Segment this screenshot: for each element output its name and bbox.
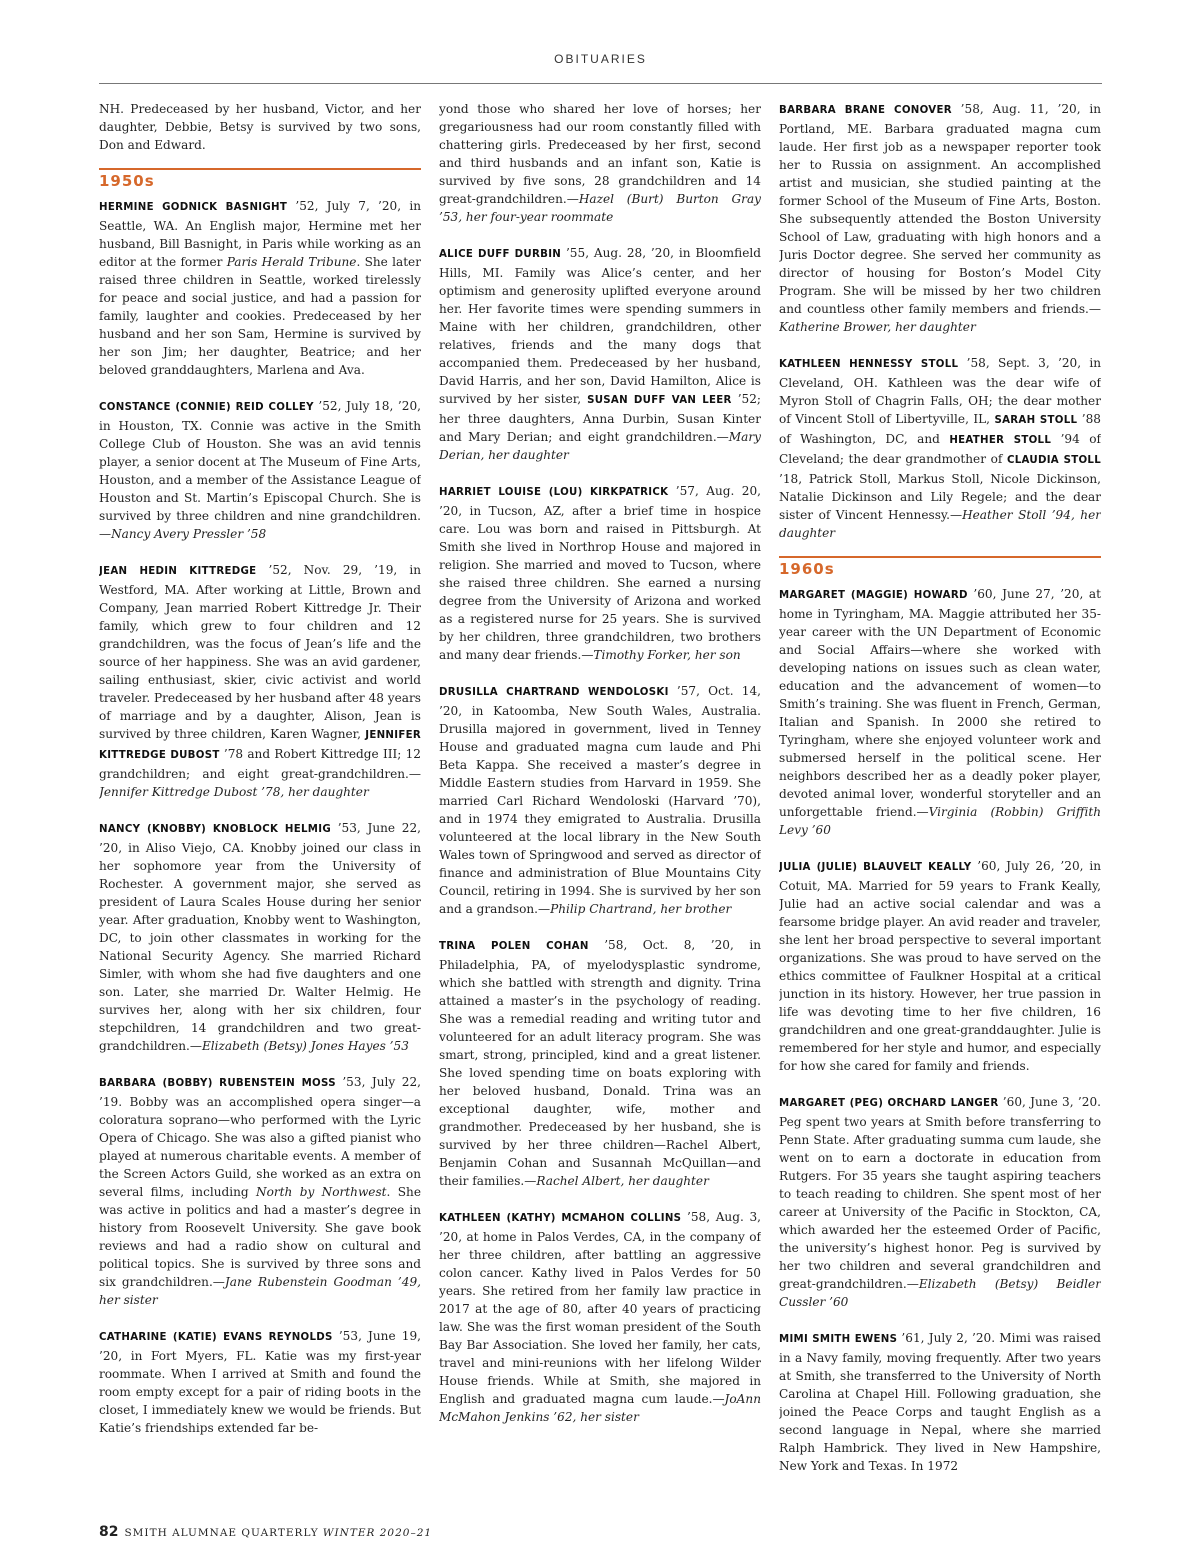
obituary-signature: Heather Stoll ’94, her daughter [779,508,1101,540]
obituary-entry: MIMI SMITH EWENS ’61, July 2, ’20. Mimi was raised in a Navy family, moving frequently. After two years at Smith, she transferred to the University of North Carolina at Chapel Hill. Following graduation, she joined the Peace Corps and taught English as a second language in Nepal, where she married Ralph Hambrick. They lived in New Hampshire, New York and Texas. In 1972 [779,1331,1101,1473]
column-1 [99,100,421,1490]
obituary-name: TRINA POLEN COHAN [439,941,589,952]
obituary-name: ALICE DUFF DURBIN [439,249,562,260]
issue-label: WINTER 2020–21 [322,1527,433,1539]
obituary-entry: KATHLEEN HENNESSY STOLL ’58, Sept. 3, ’20, in Cleveland, OH. Kathleen was the dear wife of Myron Stoll of Chagrin Falls, OH; the dear mother of Vincent Stoll of Libertyville, IL, SARAH STOLL ’88 of Washington, DC, and HEATHER STOLL ’94 of Cleveland; the dear grandmother of CLAUDIA STOLL ’18, Patrick Stoll, Markus Stoll, Nicole Dickinson, Natalie Dickinson and Lily Regele; and the dear sister of Vincent Hennessy.—Heather Stoll ’94, her daughter [779,356,1101,540]
obituary-name: CLAUDIA STOLL [1006,455,1101,466]
obituary-signature: Philip Chartrand, her brother [550,902,732,916]
obituary-signature: Jane Rubenstein Goodman ’49, her sister [99,1275,421,1307]
obituary-name: HERMINE GODNICK BASNIGHT [99,202,288,213]
obituary-signature: Timothy Forker, her son [593,648,741,662]
page-footer [99,1524,599,1540]
obituary-name: MARGARET (PEG) ORCHARD LANGER [779,1098,999,1109]
obituary-name: JULIA (JULIE) BLAUVELT KEALLY [779,862,972,873]
obituary-name: JENNIFER KITTREDGE DUBOST [99,730,421,761]
obituary-continued: NH. Predeceased by her husband, Victor, and her daughter, Debbie, Betsy is survived by two sons, Don and Edward. [99,102,421,152]
obituary-signature: Virginia (Robbin) Griffith Levy ’60 [779,805,1101,837]
obituary-signature: Katherine Brower, her daughter [779,320,976,334]
obituary-entry: KATHLEEN (KATHY) MCMAHON COLLINS ’58, Aug. 3, ’20, at home in Palos Verdes, CA, in the company of her three children, after battling an aggressive colon cancer. Kathy lived in Palos Verdes for 50 years. She retired from her family law practice in 2017 at the age of 80, after 40 years of practicing law. She was the first woman president of the South Bay Bar Association. She loved her family, her cats, travel and mini-reunions with her lifelong Wilder House friends. While at Smith, she majored in English and graduated magna cum laude.—JoAnn McMahon Jenkins ’62, her sister [439,1210,761,1424]
obituary-entry: MARGARET (MAGGIE) HOWARD ’60, June 27, ’20, at home in Tyringham, MA. Maggie attributed her 35-year career with the UN Department of Economic and Social Affairs—where she worked with developing nations on issues such as clean water, education and the advancement of women—to Smith’s training. She was fluent in French, German, Italian and Spanish. In 2000 she retired to Tyringham, where she enjoyed volunteer work and submersed herself in the political scene. Her neighbors described her as a deadly poker player, devoted animal lover, wonderful storyteller and an unforgettable friend.—Virginia (Robbin) Griffith Levy ’60 [779,587,1101,837]
obituary-name: KATHLEEN (KATHY) MCMAHON COLLINS [439,1213,682,1224]
obituary-signature: JoAnn McMahon Jenkins ’62, her sister [439,1392,761,1424]
obituary-entry: HERMINE GODNICK BASNIGHT ’52, July 7, ’20, in Seattle, WA. An English major, Hermine met her husband, Bill Basnight, in Paris while working as an editor at the former Paris Herald Tribune. She later raised three children in Seattle, worked tirelessly for peace and social justice, and had a passion for family, laughter and cookies. Predeceased by her husband and her son Sam, Hermine is survived by her son Jim; her daughter, Beatrice; and her beloved granddaughters, Marlena and Ava. [99,199,421,377]
section-header: OBITUARIES [554,52,647,66]
obituary-entry: CATHARINE (KATIE) EVANS REYNOLDS ’53, June 19, ’20, in Fort Myers, FL. Katie was my first-year roommate. When I arrived at Smith and found the room empty except for a pair of riding boots in the closet, I immediately knew we would be friends. But Katie’s friendships extended far be- [99,1329,421,1435]
obituary-name: CATHARINE (KATIE) EVANS REYNOLDS [99,1332,333,1343]
obituary-entry: NANCY (KNOBBY) KNOBLOCK HELMIG ’53, June 22, ’20, in Aliso Viejo, CA. Knobby joined our class in her sophomore year from the University of Rochester. A government major, she served as president of Laura Scales House during her senior year. After graduation, Knobby went to Washington, DC, to join other classmates in working for the National Security Agency. She married Richard Simler, with whom she had five daughters and one son. Later, she married Dr. Walter Helmig. He survives her, along with her six children, four stepchildren, 14 grandchildren and two great-grandchildren.—Elizabeth (Betsy) Jones Hayes ’53 [99,821,421,1053]
obituary-name: MIMI SMITH EWENS [779,1334,898,1345]
obituary-name: JEAN HEDIN KITTREDGE [99,566,257,577]
obituary-signature: Hazel (Burt) Burton Gray ’53, her four-year roommate [439,192,761,224]
obituary-entry: JEAN HEDIN KITTREDGE ’52, Nov. 29, ’19, in Westford, MA. After working at Little, Brown and Company, Jean married Robert Kittredge Jr. Their family, which grew to four children and 12 grandchildren, was the focus of Jean’s life and the source of her happiness. She was an avid gardener, sailing enthusiast, skier, civic activist and world traveler. Predeceased by her husband after 48 years of marriage and by a daughter, Alison, Jean is survived by three children, Karen Wagner, JENNIFER KITTREDGE DUBOST ’78 and Robert Kittredge III; 12 grandchildren; and eight great-grandchildren.—Jennifer Kittredge Dubost ’78, her daughter [99,563,421,799]
decade-heading-1960s: 1960s [779,556,1101,579]
obituary-entry: DRUSILLA CHARTRAND WENDOLOSKI ’57, Oct. 14, ’20, in Katoomba, New South Wales, Australia. Drusilla majored in government, lived in Tenney House and graduated magna cum laude and Phi Beta Kappa. She received a master’s degree in Middle Eastern studies from Harvard in 1959. She married Carl Richard Wendoloski (Harvard ’70), and in 1974 they emigrated to Australia. Drusilla volunteered at the local library in the New South Wales town of Springwood and served as director of finance and administration of Blue Mountains City Council, retiring in 1994. She is survived by her son and a grandson.—Philip Chartrand, her brother [439,684,761,916]
obituary-name: NANCY (KNOBBY) KNOBLOCK HELMIG [99,824,331,835]
page-number: 82 [99,1524,119,1540]
obituary-name: CONSTANCE (CONNIE) REID COLLEY [99,402,314,413]
obituary-entry: CONSTANCE (CONNIE) REID COLLEY ’52, July 18, ’20, in Houston, TX. Connie was active in the Smith College Club of Houston. She was an avid tennis player, a senior docent at The Museum of Fine Arts, Houston, and a member of the Assistance League of Houston and St. Martin’s Episcopal Church. She is survived by three children and nine grandchildren.—Nancy Avery Pressler ’58 [99,399,421,541]
obituary-signature: Mary Derian, her daughter [439,430,761,462]
obituary-name: HEATHER STOLL [949,435,1052,446]
header-rule [99,83,1102,84]
column-3 [779,100,1101,1490]
obituary-entry: TRINA POLEN COHAN ’58, Oct. 8, ’20, in Philadelphia, PA, of myelodysplastic syndrome, which she battled with strength and dignity. Trina attained a master’s in the psychology of reading. She was a remedial reading and writing tutor and volunteered for an adult literacy program. She was smart, strong, principled, kind and a great listener. She loved spending time on boats exploring with her beloved husband, Donald. Trina was an exceptional daughter, wife, mother and grandmother. Predeceased by her husband, she is survived by her three children—Rachel Albert, Benjamin Cohan and Susannah McQuillan—and their families.—Rachel Albert, her daughter [439,938,761,1188]
obituary-continued: yond those who shared her love of horses; her gregariousness had our room constantly filled with chattering girls. Predeceased by her first, second and third husbands and an infant son, Katie is survived by five sons, 28 grandchildren and 14 great-grandchildren.—Hazel (Burt) Burton Gray ’53, her four-year roommate [439,102,761,224]
obituary-entry: BARBARA (BOBBY) RUBENSTEIN MOSS ’53, July 22, ’19. Bobby was an accomplished opera singer—a coloratura soprano—who performed with the Lyric Opera of Chicago. She was also a gifted pianist who played at numerous charitable events. A member of the Screen Actors Guild, she worked as an extra on several films, including North by Northwest. She was active in politics and had a master’s degree in history from Roosevelt University. She gave book reviews and had a radio show on cultural and political topics. She is survived by three sons and six grandchildren.—Jane Rubenstein Goodman ’49, her sister [99,1075,421,1307]
obituary-signature: Jennifer Kittredge Dubost ’78, her daughter [99,785,369,799]
obituary-entry: HARRIET LOUISE (LOU) KIRKPATRICK ’57, Aug. 20, ’20, in Tucson, AZ, after a brief time in hospice care. Lou was born and raised in Pittsburgh. At Smith she lived in Northrop House and majored in religion. She married and moved to Tucson, where she raised three children. She earned a nursing degree from the University of Arizona and worked as a registered nurse for 25 years. She is survived by her children, three grandchildren, two brothers and many dear friends.—Timothy Forker, her son [439,484,761,662]
obituary-signature: Nancy Avery Pressler ’58 [111,527,267,541]
column-2 [439,100,761,1490]
obituary-name: MARGARET (MAGGIE) HOWARD [779,590,968,601]
decade-heading-1950s: 1950s [99,168,421,191]
obituary-name: DRUSILLA CHARTRAND WENDOLOSKI [439,687,669,698]
obituary-signature: Elizabeth (Betsy) Jones Hayes ’53 [201,1039,409,1053]
obituary-name: SUSAN DUFF VAN LEER [587,395,732,406]
obituary-name: HARRIET LOUISE (LOU) KIRKPATRICK [439,487,669,498]
obituary-name: KATHLEEN HENNESSY STOLL [779,359,959,370]
obituary-entry: MARGARET (PEG) ORCHARD LANGER ’60, June 3, ’20. Peg spent two years at Smith before transferring to Penn State. After graduating summa cum laude, she went on to earn a doctorate in education from Rutgers. For 35 years she taught aspiring teachers to teach reading to children. She spent most of her career at University of the Pacific in Stockton, CA, which awarded her the esteemed Order of Pacific, the university’s highest honor. Peg is survived by her two children and several grandchildren and great-grandchildren.—Elizabeth (Betsy) Beidler Cussler ’60 [779,1095,1101,1309]
obituary-signature: Elizabeth (Betsy) Beidler Cussler ’60 [779,1277,1101,1309]
obituary-name: BARBARA BRANE CONOVER [779,105,952,116]
obituary-entry: BARBARA BRANE CONOVER ’58, Aug. 11, ’20, in Portland, ME. Barbara graduated magna cum laude. Her first job as a newspaper reporter took her to Russia on assignment. An accomplished artist and musician, she studied painting at the former School of the Museum of Fine Arts, Boston. She subsequently attended the Boston University School of Law, graduating with high honors and a Juris Doctor degree. She served her community as director of housing for Boston’s Model City Program. She will be missed by her two children and countless other family members and friends.—Katherine Brower, her daughter [779,102,1101,334]
obituary-name: SARAH STOLL [994,415,1078,426]
obituary-name: BARBARA (BOBBY) RUBENSTEIN MOSS [99,1078,336,1089]
obituary-entry: ALICE DUFF DURBIN ’55, Aug. 28, ’20, in Bloomfield Hills, MI. Family was Alice’s center, and her optimism and generosity uplifted everyone around her. Her favorite times were spending summers in Maine with her children, grandchildren, other relatives, friends and the many dogs that accompanied them. Predeceased by her husband, David Harris, and her son, David Hamilton, Alice is survived by her sister, SUSAN DUFF VAN LEER ’52; her three daughters, Anna Durbin, Susan Kinter and Mary Derian; and eight grandchildren.—Mary Derian, her daughter [439,246,761,462]
obituary-entry: JULIA (JULIE) BLAUVELT KEALLY ’60, July 26, ’20, in Cotuit, MA. Married for 59 years to Frank Keally, Julie had an active social calendar and was a fearsome bridge player. An avid reader and traveler, she lent her broad perspective to several important organizations. She was proud to have served on the ethics committee of Faulkner Hospital at a critical junction in its history. However, her true passion in life was devoting time to her five children, 16 grandchildren and one great-granddaughter. Julie is remembered for her style and humor, and especially for how she cared for family and friends. [779,859,1101,1073]
publication-name: SMITH ALUMNAE QUARTERLY [124,1527,319,1539]
obituary-signature: Rachel Albert, her daughter [536,1174,709,1188]
